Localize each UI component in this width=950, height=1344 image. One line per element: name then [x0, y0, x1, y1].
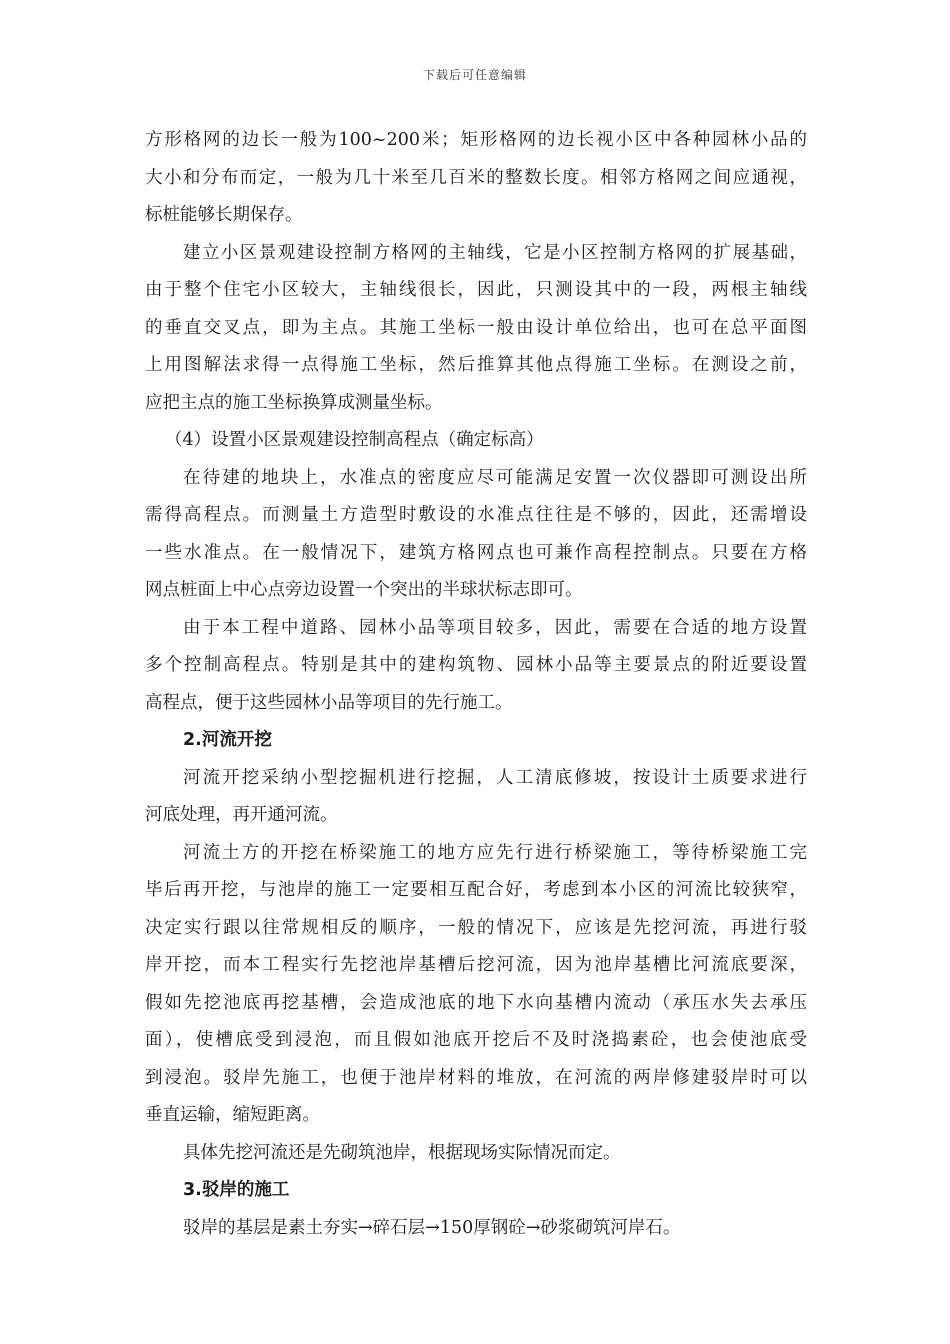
body-line: 到浸泡。驳岸先施工，也便于池岸材料的堆放，在河流的两岸修建驳岸时可以	[145, 1067, 807, 1088]
body-line: 决定实行跟以往常规相反的顺序，一般的情况下，应该是先挖河流，再进行驳	[145, 917, 807, 938]
section-heading: 3.驳岸的施工	[183, 1180, 290, 1200]
body-line: 河流开挖采纳小型挖掘机进行挖掘，人工清底修坡，按设计土质要求进行	[183, 767, 807, 788]
body-line: 面），使槽底受到浸泡，而且假如池底开挖后不及时浇捣素砼，也会使池底受	[145, 1030, 807, 1050]
section-heading: 2.河流开挖	[183, 730, 272, 750]
body-line: 应把主点的施工坐标换算成测量坐标。	[145, 392, 443, 413]
body-line: 在待建的地块上，水准点的密度应尽可能满足安置一次仪器即可测设出所	[183, 467, 807, 488]
body-line: 建立小区景观建设控制方格网的主轴线，它是小区控制方格网的扩展基础，	[183, 242, 807, 263]
body-line: 岸开挖，而本工程实行先挖池岸基槽后挖河流，因为池岸基槽比河流底要深，	[145, 955, 807, 975]
body-line: 大小和分布而定，一般为几十米至几百米的整数长度。相邻方格网之间应通视，	[145, 167, 807, 188]
body-line: 垂直运输，缩短距离。	[145, 1105, 320, 1125]
body-line: 具体先挖河流还是先砌筑池岸，根据现场实际情况而定。	[183, 1142, 621, 1163]
subsection-title: （4）设置小区景观建设控制高程点（确定标高）	[165, 430, 544, 450]
body-line: 高程点，便于这些园林小品等项目的先行施工。	[145, 692, 513, 713]
body-line: 驳岸的基层是素土夯实→碎石层→150厚钢砼→砂浆砌筑河岸石。	[183, 1217, 681, 1238]
body-line: 河底处理，再开通河流。	[145, 805, 338, 825]
document-body	[145, 122, 807, 1247]
body-line: 河流土方的开挖在桥梁施工的地方应先行进行桥梁施工，等待桥梁施工完	[183, 842, 807, 863]
body-line: 由于整个住宅小区较大，主轴线很长，因此，只测设其中的一段，两根主轴线	[145, 280, 807, 300]
body-line: 的垂直交叉点，即为主点。其施工坐标一般由设计单位给出，也可在总平面图	[145, 317, 807, 338]
body-line: 多个控制高程点。特别是其中的建构筑物、园林小品等主要景点的附近要设置	[145, 655, 807, 675]
body-line: 假如先挖池底再挖基槽，会造成池底的地下水向基槽内流动（承压水失去承压	[145, 992, 807, 1013]
body-line: 一些水准点。在一般情况下，建筑方格网点也可兼作高程控制点。只要在方格	[145, 542, 807, 563]
body-line: 方形格网的边长一般为100~200米；矩形格网的边长视小区中各种园林小品的	[145, 130, 807, 150]
body-line: 毕后再开挖，与池岸的施工一定要相互配合好，考虑到本小区的河流比较狭窄，	[145, 880, 807, 900]
body-line: 上用图解法求得一点得施工坐标，然后推算其他点得施工坐标。在测设之前，	[145, 355, 807, 375]
body-line: 由于本工程中道路、园林小品等项目较多，因此，需要在合适的地方设置	[183, 617, 807, 638]
body-line: 标桩能够长期保存。	[145, 205, 303, 225]
page-header: 下载后可任意编辑	[422, 68, 527, 82]
body-line: 需得高程点。而测量土方造型时敷设的水准点往往是不够的，因此，还需增设	[145, 505, 807, 525]
body-line: 网点桩面上中心点旁边设置一个突出的半球状标志即可。	[145, 580, 583, 600]
